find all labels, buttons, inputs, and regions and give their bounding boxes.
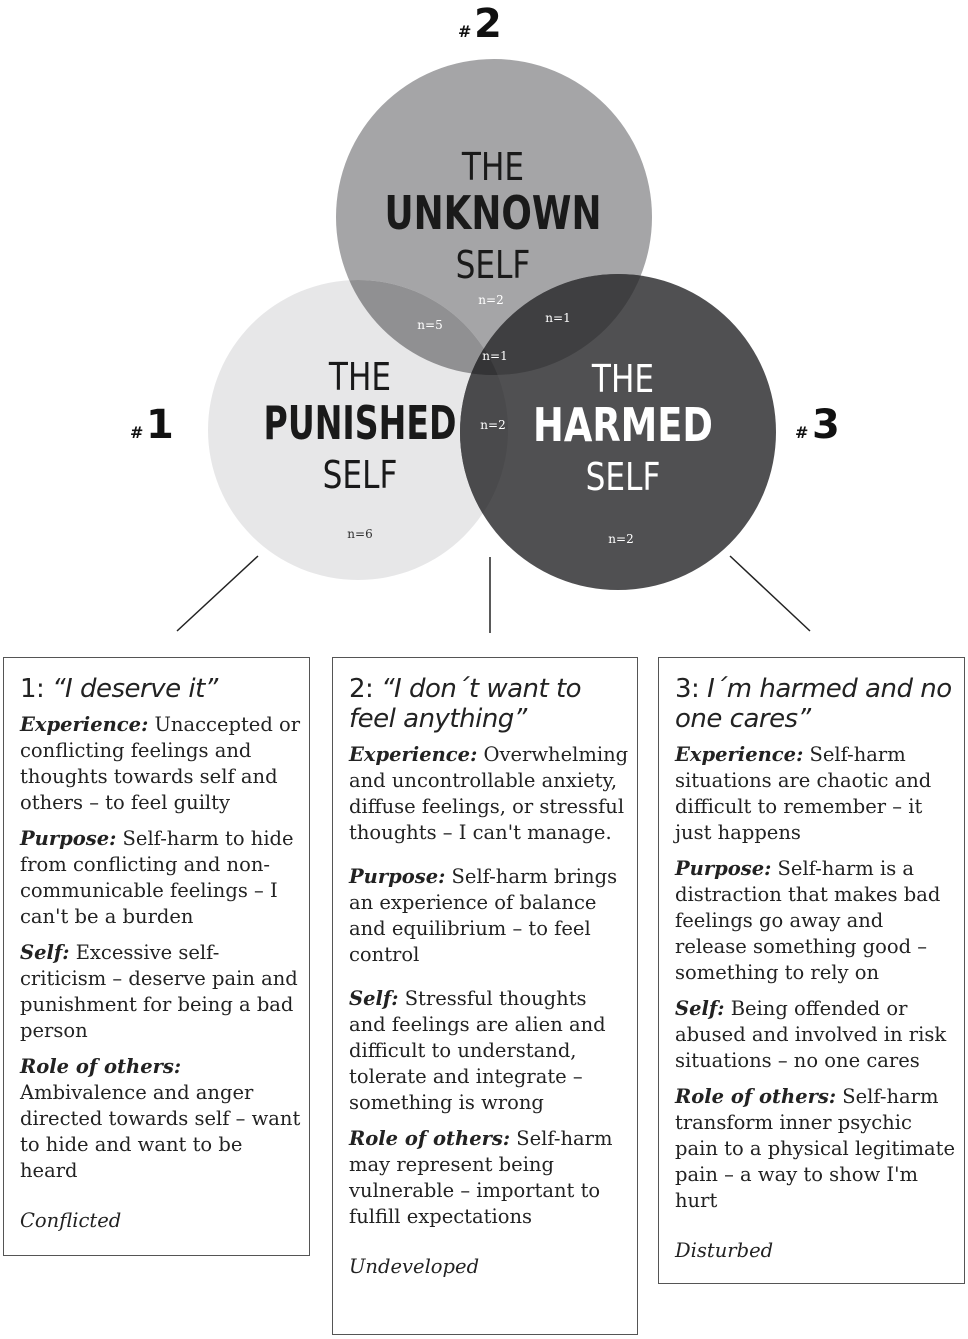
box-3-self-text: Being offended or abused and involved in risk situations – no one cares (675, 997, 947, 1072)
box-1-footer: Conflicted (20, 1209, 122, 1232)
box-1-self-text: Excessive self-criticism – deserve pain and punishment for being a bad person (20, 941, 298, 1042)
box-2-others-text: Self-harm may represent being vulnerable – important to fulfill expectations (349, 1127, 613, 1228)
box-1-experience-label: Experience: (20, 713, 149, 736)
box-2-experience-text: Overwhelming and uncontrollable anxiety, diffuse feelings, or stressful thoughts – I can't manage. (349, 743, 629, 844)
count-punished-unknown: n=5 (417, 318, 443, 332)
box-2-purpose (349, 864, 629, 968)
count-unknown-only: n=2 (478, 293, 504, 307)
box-1-experience (20, 712, 301, 816)
box-3-purpose (675, 856, 956, 986)
box-2-self-text: Stressful thoughts and feelings are alien and difficult to understand, tolerate and integrate – something is wrong (349, 987, 606, 1114)
unknown-self-the: THE (461, 146, 525, 190)
box-2-purpose-text: Self-harm brings an experience of balance and equilibrium – to feel control (349, 865, 618, 966)
box-2-purpose-label: Purpose: (349, 865, 446, 888)
unknown-self-self: SELF (455, 244, 531, 288)
box-3-title (675, 674, 956, 734)
box-2-self (349, 986, 629, 1116)
box-2-title (349, 674, 629, 734)
rank-3-number: 3 (812, 402, 840, 448)
box-1-experience-text: Unaccepted or conflicting feelings and thoughts towards self and others – to feel guilty (20, 713, 301, 814)
box-1-purpose-label: Purpose: (20, 827, 117, 850)
harmed-self-title: HARMED (533, 397, 713, 453)
rank-3-hash: # (795, 423, 809, 442)
box-3-experience (675, 742, 956, 846)
harmed-self-the: THE (591, 358, 655, 402)
box-1-self (20, 940, 301, 1044)
box-3-purpose-label: Purpose: (675, 857, 772, 880)
rank-1-number: 1 (146, 402, 174, 448)
box-2-others-label: Role of others: (349, 1127, 511, 1150)
description-box-2 (332, 657, 638, 1335)
box-2-others (349, 1126, 629, 1230)
box-3-others-text: Self-harm transform inner psychic pain to a physical legitimate pain – a way to show I'm hurt (675, 1085, 956, 1212)
box-1-number: 1: (20, 674, 45, 704)
venn-diagram (0, 0, 968, 660)
count-punished-harmed: n=2 (480, 418, 506, 432)
box-2-footer: Undeveloped (349, 1255, 480, 1278)
box-1-quote: “I deserve it” (52, 674, 218, 704)
rank-1-hash: # (130, 423, 144, 442)
box-1-others-label: Role of others: (20, 1055, 182, 1078)
connector-line-3 (730, 556, 810, 631)
box-3-quote: I´m harmed and no one cares” (675, 674, 952, 734)
box-2-experience-label: Experience: (349, 743, 478, 766)
harmed-self-self: SELF (585, 456, 661, 500)
rank-2-hash: # (458, 22, 472, 41)
box-1-purpose-text: Self-harm to hide from conflicting and non-communicable feelings – I can't be a burden (20, 827, 294, 928)
box-1-purpose (20, 826, 301, 930)
description-box-1 (3, 657, 310, 1256)
unknown-self-title: UNKNOWN (384, 186, 602, 241)
box-3-experience-text: Self-harm situations are chaotic and difficult to remember – it just happens (675, 743, 932, 844)
box-3-experience-label: Experience: (675, 743, 804, 766)
box-3-footer: Disturbed (675, 1239, 774, 1262)
count-harmed-only: n=2 (608, 532, 634, 546)
punished-self-the: THE (328, 356, 392, 400)
description-box-3 (658, 657, 965, 1284)
punished-self-self: SELF (322, 454, 398, 498)
box-1-title (20, 674, 301, 704)
box-3-self (675, 996, 956, 1074)
box-3-purpose-text: Self-harm is a distraction that makes bad feelings go away and release something good – something to rely on (675, 857, 941, 984)
box-2-quote: “I don´t want to feel anything” (349, 674, 582, 734)
punished-self-title: PUNISHED (263, 397, 457, 451)
count-unknown-harmed: n=1 (545, 311, 571, 325)
box-3-self-label: Self: (675, 997, 725, 1020)
box-2-self-label: Self: (349, 987, 399, 1010)
box-3-others-label: Role of others: (675, 1085, 837, 1108)
box-2-number: 2: (349, 674, 374, 704)
count-all-three: n=1 (482, 349, 508, 363)
box-2-experience (349, 742, 629, 846)
box-1-others-text: Ambivalence and anger directed towards self – want to hide and want to be heard (20, 1081, 301, 1182)
box-1-others (20, 1054, 301, 1184)
box-3-number: 3: (675, 674, 700, 704)
box-1-self-label: Self: (20, 941, 70, 964)
rank-2-number: 2 (474, 1, 502, 47)
connector-line-1 (177, 556, 258, 631)
count-punished-only: n=6 (347, 527, 373, 541)
box-3-others (675, 1084, 956, 1214)
